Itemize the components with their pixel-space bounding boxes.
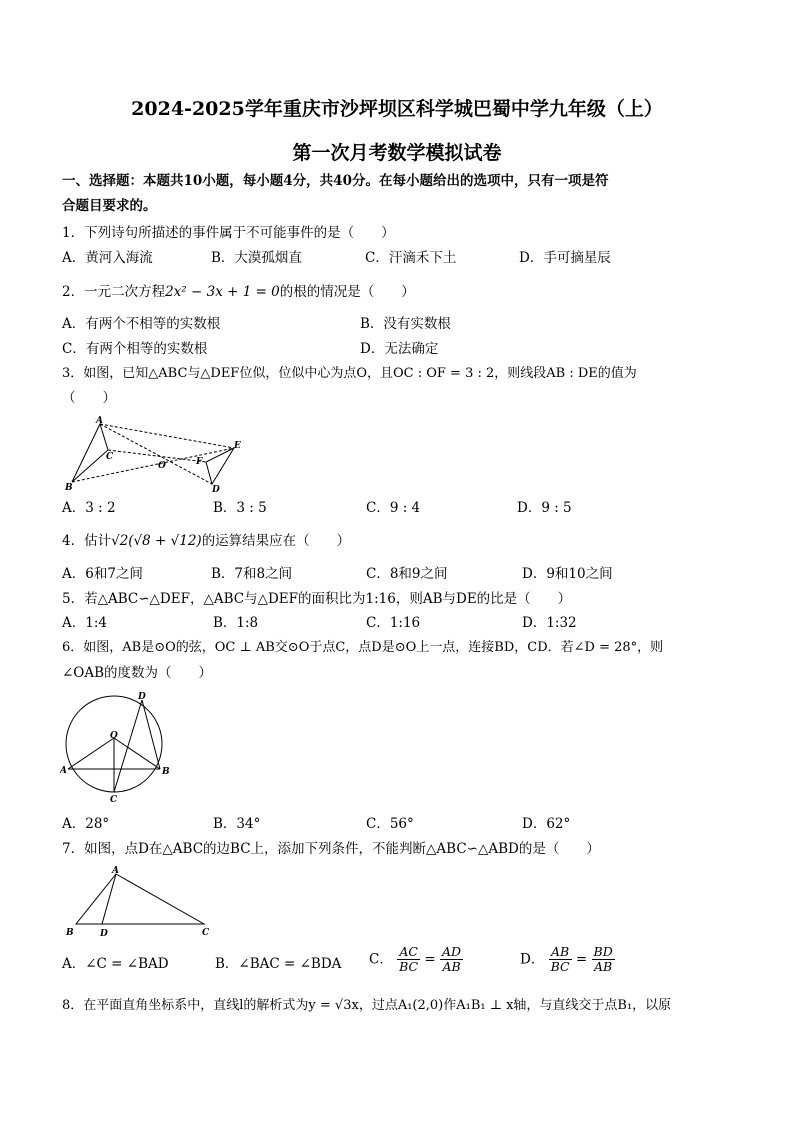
q7-figure xyxy=(62,864,222,940)
q5-option-b: B．1:8 xyxy=(213,615,259,631)
q4-option-c: C．8和9之间 xyxy=(366,566,448,582)
q5-option-d: D．1:32 xyxy=(522,615,577,631)
q1-option-b: B．大漠孤烟直 xyxy=(211,250,302,266)
q2-option-d: D．无法确定 xyxy=(360,341,439,357)
label-d: D xyxy=(212,485,220,494)
q7-option-d-frac2 xyxy=(592,945,615,974)
q7-option-c-label: C． xyxy=(369,951,393,968)
label-e: E xyxy=(234,441,241,451)
q6-option-c: C．56° xyxy=(366,816,414,832)
frac-denominator: AB xyxy=(442,959,461,974)
frac-denominator: BC xyxy=(399,959,419,974)
label-d: D xyxy=(138,692,146,702)
q2-stem-pre: 2．一元二次方程 xyxy=(62,284,166,300)
q3-option-a: A．3 : 2 xyxy=(62,500,116,516)
dashed-line-ae xyxy=(100,424,234,448)
q6-stem-line2: ∠OAB的度数为（ ） xyxy=(62,665,213,681)
triangle-abc xyxy=(72,424,108,482)
q2-option-b: B．没有实数根 xyxy=(360,316,451,332)
label-b: B xyxy=(66,928,74,938)
q7-option-d xyxy=(520,945,615,974)
label-o: O xyxy=(158,461,166,471)
segment-ad xyxy=(102,874,116,924)
q7-option-d-frac1 xyxy=(549,945,572,974)
q8-stem: 8．在平面直角坐标系中，直线l的解析式为y = √3x，过点A₁(2,0)作A₁B₁ ⊥ x轴，与直线交于点B₁，以原 xyxy=(62,998,672,1013)
frac-numerator: BD xyxy=(593,944,613,959)
q6-option-b: B．34° xyxy=(213,816,261,832)
q7-option-c-frac1 xyxy=(397,945,420,974)
frac-numerator: AD xyxy=(442,944,462,959)
q4-expression: √2(√8 + √12) xyxy=(111,533,202,549)
q5-option-c: C．1:16 xyxy=(366,615,421,631)
label-c: C xyxy=(202,928,210,938)
q4-stem xyxy=(62,532,350,550)
q4-option-a: A．6和7之间 xyxy=(62,566,143,582)
label-c: C xyxy=(110,795,118,805)
label-b: B xyxy=(162,767,170,777)
q7-option-d-label: D． xyxy=(520,951,545,968)
dashed-line-cf xyxy=(108,450,206,462)
q7-option-c-frac2 xyxy=(440,945,463,974)
label-a: A xyxy=(112,866,119,876)
q6-figure xyxy=(60,688,172,806)
q7-stem: 7．如图，点D在△ABC的边BC上，添加下列条件，不能判断△ABC∽△ABD的是（ ） xyxy=(62,841,600,857)
q7-option-c xyxy=(369,945,463,974)
frac-numerator: AB xyxy=(549,945,572,960)
exam-title-line1: 2024-2025学年重庆市沙坪坝区科学城巴蜀中学九年级（上） xyxy=(131,98,663,120)
q7-option-a: A．∠C = ∠BAD xyxy=(62,956,169,972)
q4-option-b: B．7和8之间 xyxy=(211,566,293,582)
q6-stem-line1: 6．如图，AB是⊙O的弦，OC ⊥ AB交⊙O于点C，点D是⊙O上一点，连接BD，CD．若∠D = 28°，则 xyxy=(62,640,664,655)
q3-option-d: D．9 : 5 xyxy=(517,500,572,516)
label-a: A xyxy=(96,416,103,426)
q5-option-a: A．1:4 xyxy=(62,615,107,631)
label-f: F xyxy=(196,457,203,467)
q6-option-a: A．28° xyxy=(62,816,110,832)
q1-option-d: D．手可摘星辰 xyxy=(519,250,611,266)
equals-sign: = xyxy=(575,951,588,968)
frac-denominator: BC xyxy=(550,959,570,974)
q3-figure xyxy=(62,414,252,494)
q1-option-a: A．黄河入海流 xyxy=(62,250,153,266)
triangle-abc xyxy=(76,874,204,924)
q7-option-b: B．∠BAC = ∠BDA xyxy=(215,956,342,972)
q4-stem-post: 的运算结果应在（ ） xyxy=(201,533,351,549)
q1-stem: 1．下列诗句所描述的事件属于不可能事件的是（ ） xyxy=(62,225,395,241)
dashed-line-ad xyxy=(100,424,212,484)
q3-stem-line1: 3．如图，已知△ABC与△DEF位似，位似中心为点O，且OC : OF = 3 : 2，则线段AB : DE的值为 xyxy=(62,366,637,381)
q3-option-b: B．3 : 5 xyxy=(213,500,267,516)
label-d: D xyxy=(100,929,108,939)
label-c: C xyxy=(106,452,114,462)
q3-option-c: C．9 : 4 xyxy=(366,500,421,516)
q2-option-c: C．有两个相等的实数根 xyxy=(62,341,208,357)
label-o: O xyxy=(110,731,118,741)
q1-option-c: C．汗滴禾下土 xyxy=(365,250,457,266)
equals-sign: = xyxy=(424,951,436,968)
label-b: B xyxy=(65,483,73,493)
q5-stem: 5．若△ABC∽△DEF，△ABC与△DEF的面积比为1:16，则AB与DE的比是（ ） xyxy=(62,591,572,607)
exam-title-line2: 第一次月考数学模拟试卷 xyxy=(292,142,502,164)
section-heading-line1: 一、选择题：本题共10小题，每小题4分，共40分。在每小题给出的选项中，只有一项是符 xyxy=(62,173,609,189)
q2-equation: 2x² − 3x + 1 = 0 xyxy=(165,284,280,300)
q6-option-d: D．62° xyxy=(522,816,571,832)
q3-stem-line2: （ ） xyxy=(62,390,116,406)
section-heading-line2: 合题目要求的。 xyxy=(62,198,157,214)
frac-denominator: AB xyxy=(594,959,613,974)
q4-stem-pre: 4．估计 xyxy=(62,533,112,549)
segment-dc xyxy=(114,700,142,792)
q2-stem xyxy=(62,283,415,301)
q2-option-a: A．有两个不相等的实数根 xyxy=(62,316,221,332)
q2-stem-post: 的根的情况是（ ） xyxy=(279,284,415,300)
label-a: A xyxy=(60,766,67,776)
q4-option-d: D．9和10之间 xyxy=(522,566,613,582)
frac-numerator: AC xyxy=(397,945,420,960)
segment-oa xyxy=(68,738,114,769)
